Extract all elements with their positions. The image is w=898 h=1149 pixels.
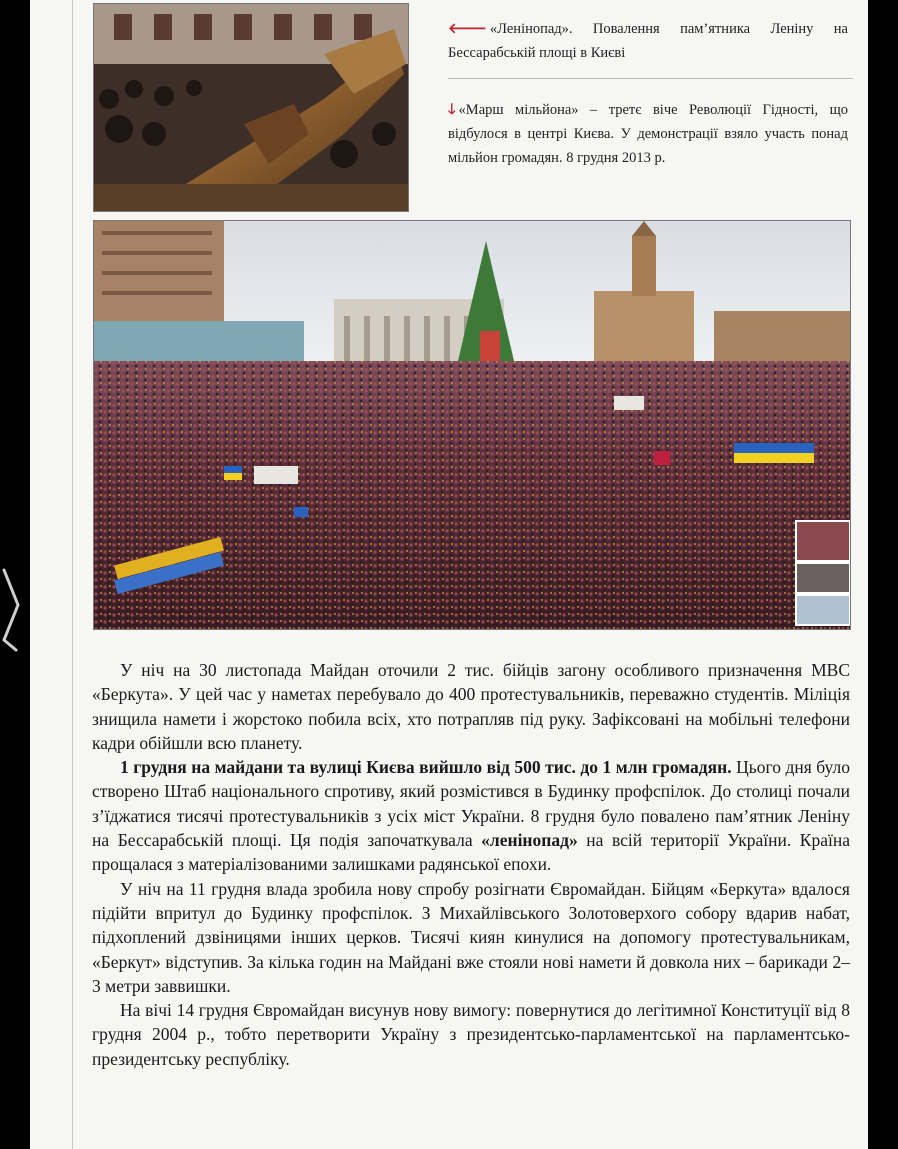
textbook-page [30, 0, 868, 1149]
paragraph-dec1-text-a: Цього дня було створено Штаб національного спротиву, який розмістився в Будинку профспілок. До столиці почали з’їджатися тисячі протестувальників з усіх міст України. 8 грудня було повалено пам’ятник Леніну на Бессарабській площі. Ця подія започаткувала [92, 757, 850, 851]
maidan-crowd-photo-art [94, 221, 850, 629]
march-caption-text: «Марш мільйона» – третє віче Революції Гідності, що відбулося в центрі Києва. У демонстрації взяло участь понад мільйон громадян. 8 грудня 2013 р. [448, 102, 848, 166]
article-body [92, 658, 850, 1071]
march-caption [448, 98, 848, 194]
margin-line [72, 0, 73, 1149]
paperclip-icon [0, 565, 22, 655]
caption-divider [448, 78, 853, 79]
maidan-crowd-photo [93, 220, 851, 630]
paragraph-nov30: У ніч на 30 листопада Майдан оточили 2 тис. бійців загону особливого призначення МВС «Беркута». У цей час у наметах перебувало до 400 протестувальників, переважно студентів. Міліція знищила намети і жорстоко побила всіх, хто потрапляв під руку. Зафіксовані на мобільні телефони кадри обійшли всю планету. [92, 660, 850, 753]
paragraph-dec11: У ніч на 11 грудня влада зробила нову спробу розігнати Євромайдан. Бійцям «Беркута» вдалося підійти впритул до Будинку профспілок. З Михайлівського Золотоверхого собору вдарив набат, підхоплений дзвіницями інших церков. Тисячі киян кинулися на допомогу протестувальникам, «Беркут» відступив. За кілька годин на Майдані вже стояли нові намети й довкола них – барикади 2–3 метри заввишки. [92, 878, 850, 996]
leninopad-caption [448, 17, 848, 69]
arrow-left-icon: 🡐 [448, 21, 487, 37]
paragraph-dec1-text-b: на всій території України. Країна прощалася з матеріалізованими залишками радянської епохи. [92, 830, 850, 875]
term-leninopad: «ленінопад» [481, 830, 578, 851]
paragraph-dec14: На вічі 14 грудня Євромайдан висунув нову вимогу: повернутися до легітимної Конституції від 8 грудня 2004 р., тобто перетворити Україну з президентсько-парламентської на парламентсько-президентську республіку. [92, 1000, 850, 1069]
arrow-down-icon: 🡓 [448, 102, 456, 118]
leninopad-caption-text: «Ленінопад». Повалення пам’ятника Леніну на Бессарабській площі в Києві [448, 21, 848, 61]
leninopad-photo [93, 3, 409, 212]
leninopad-photo-art [94, 4, 408, 211]
paragraph-dec1-bold: 1 грудня на майдани та вулиці Києва вийшло від 500 тис. до 1 млн громадян. [120, 757, 732, 778]
paragraph-dec1 [92, 755, 850, 876]
